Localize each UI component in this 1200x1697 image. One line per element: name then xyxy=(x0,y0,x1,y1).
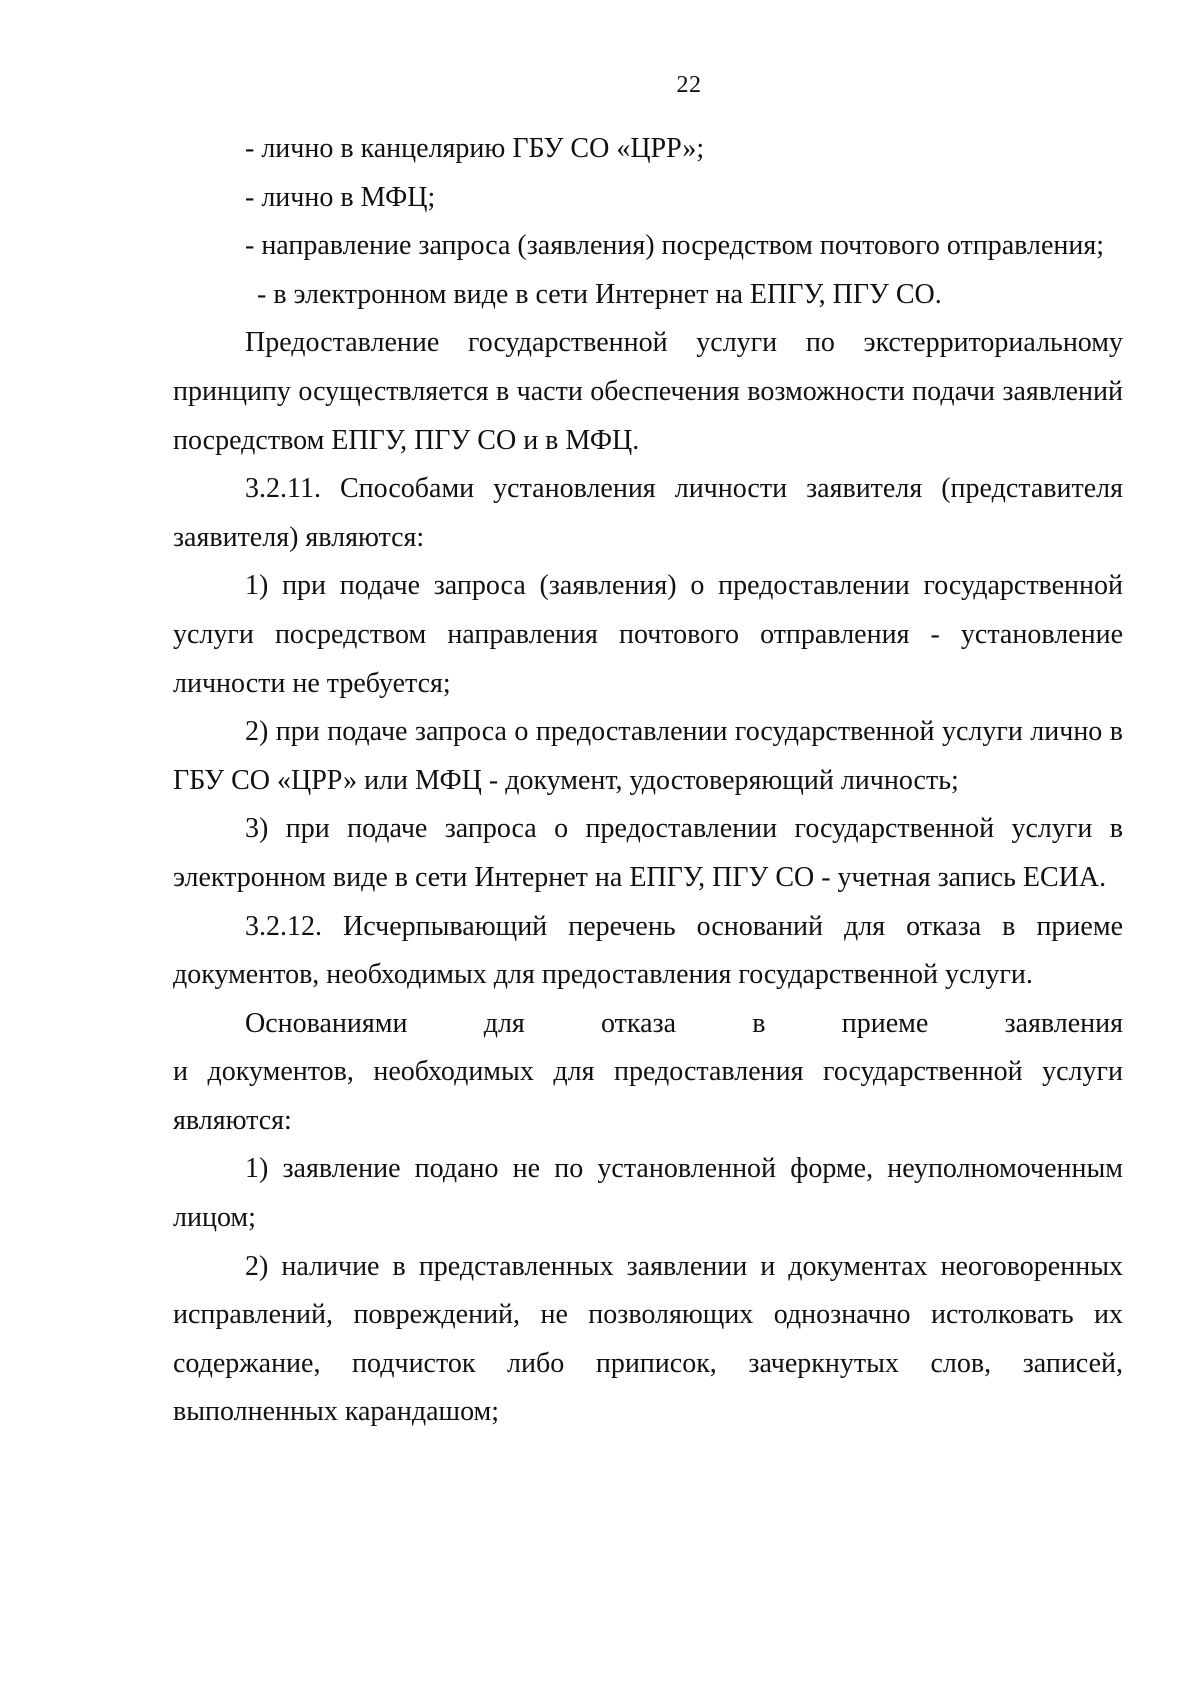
section-3-2-12: 3.2.12. Исчерпывающий перечень оснований для отказа в приеме документов, необходимых для предоставления государственной услуги. xyxy=(173,910,1123,991)
list-item-electronic: - в электронном виде в сети Интернет на ЕПГУ, ПГУ СО. xyxy=(257,278,942,310)
list-item-postal: - направление запроса (заявления) посредством почтового отправления; xyxy=(245,230,1105,262)
page-number: 22 xyxy=(676,72,702,98)
item-1-postal-identification: 1) при подаче запроса (заявления) о предоставлении государственной услуги посредством направления почтового отправления - установление личности не требуется; xyxy=(173,570,1123,699)
ground-1-form: 1) заявление подано не по установленной форме, неуполномоченным лицом; xyxy=(173,1153,1123,1234)
paragraph-extraterritorial: Предоставление государственной услуги по экстерриториальному принципу осуществляется в части обеспечения возможности подачи заявлений посредством ЕПГУ, ПГУ СО и в МФЦ. xyxy=(173,327,1123,456)
list-item-chancellery: - лично в канцелярию ГБУ СО «ЦРР»; xyxy=(245,133,705,164)
document-body xyxy=(173,125,1123,1437)
list-item-mfc: - лично в МФЦ; xyxy=(245,181,436,213)
item-2-personal-identification: 2) при подаче запроса о предоставлении государственной услуги лично в ГБУ СО «ЦРР» или МФЦ - документ, удостоверяющий личность; xyxy=(173,716,1123,796)
item-3-electronic-identification: 3) при подаче запроса о предоставлении государственной услуги в электронном виде в сети Интернет на ЕПГУ, ПГУ СО - учетная запись ЕСИА. xyxy=(173,813,1123,893)
grounds-intro-line: Основаниями для отказа в приеме заявления xyxy=(245,1007,1123,1039)
ground-2-corrections: 2) наличие в представленных заявлении и документах неоговоренных исправлений, повреждений, не позволяющих однозначно истолковать их содержание, подчисток либо приписок, зачеркнутых слов, записей, выполненных карандашом; xyxy=(173,1250,1123,1428)
section-3-2-11: 3.2.11. Способами установления личности заявителя (представителя заявителя) являются: xyxy=(173,473,1123,553)
grounds-intro-continuation: и документов, необходимых для предоставления государственной услуги являются: xyxy=(173,1056,1123,1136)
